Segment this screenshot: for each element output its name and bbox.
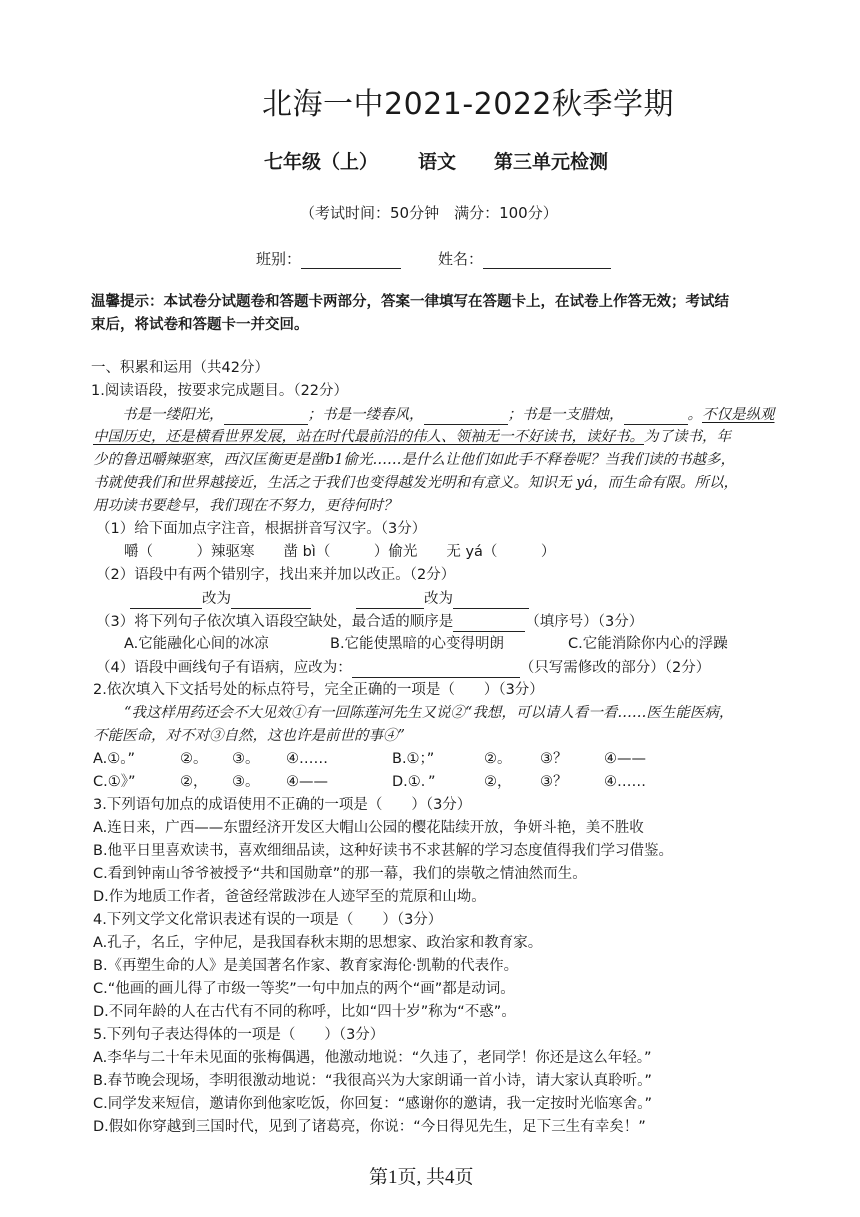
name-label: 姓名：	[438, 250, 484, 268]
q2-option-a-3: ③。	[232, 751, 260, 767]
correct-char-blank	[231, 588, 311, 609]
q1-stem: 1.阅读语段，按要求完成题目。（22分）	[91, 383, 349, 399]
q1-passage-line-1	[122, 404, 775, 425]
q3-option-a: A.连日来，广西——东盟经济开发区大帽山公园的樱花陆续开放，争妍斗艳，美不胜收	[93, 820, 644, 836]
q1-sub1: （1）给下面加点字注音，根据拼音写汉字。（3分）	[96, 521, 427, 537]
q1-sub4	[96, 657, 710, 678]
sub4-tail: （只写需修改的部分）（2分）	[519, 660, 711, 676]
q4-option-c: C.“他画的画儿得了市级一等奖”一句中加点的两个“画”都是动词。	[93, 981, 515, 997]
q1-passage-line-5: 用功读书要趁早，我们现在不努力，更待何时？	[93, 498, 398, 514]
q2-option-a-2: ②。	[180, 751, 208, 767]
q3-option-b: B.他平日里喜欢读书，喜欢细细品读，这种好读书不求甚解的学习态度值得我们学习借鉴。	[93, 843, 674, 859]
class-field	[256, 248, 401, 269]
q5-option-a: A.李华与二十年未见面的张梅偶遇，他激动地说：“久违了，老同学！你还是这么年轻。”	[93, 1050, 652, 1066]
blank-2	[424, 404, 508, 425]
q2-text-1: “我这样用药还会不大见效①有一回陈莲河先生又说②“我想，可以请人看一看……医生能医病，	[124, 705, 734, 721]
unit-test-label: 第三单元检测	[494, 151, 609, 173]
q2-option-c-3: ③。	[232, 774, 260, 790]
q2-option-b-2: ②。	[484, 751, 512, 767]
blank-1	[224, 404, 308, 425]
passage-text: ；书是一缕春风，	[307, 407, 424, 423]
wrong-char-blank	[130, 588, 202, 609]
q1-sub3-option-c: C.它能消除你内心的浮躁	[568, 636, 728, 652]
passage-text: 。	[687, 407, 702, 423]
underlined-sentence: 不仅是纵观	[702, 407, 775, 423]
q2-option-c-2: ②，	[180, 774, 208, 790]
q2-option-a-4: ④……	[286, 751, 328, 767]
q1-sub1-items: 嚼（ ）辣驱寒 凿 bì（ ）偷光 无 yá（ ）	[124, 544, 556, 560]
section-heading: 一、积累和运用（共42分）	[91, 360, 269, 376]
q2-text-2: 不能医命，对不对③自然，这也许是前世的事④”	[93, 728, 405, 744]
notice-line-2: 束后，将试卷和答题卡一并交回。	[91, 317, 309, 333]
q1-sub3	[96, 611, 643, 632]
q1-sub2-answer-2	[356, 588, 529, 609]
change-to-label: 改为	[424, 591, 453, 607]
q2-option-b-3: ③？	[540, 751, 568, 767]
q2-option-d-2: ②，	[484, 774, 512, 790]
q2-option-d-1: D.①．”	[392, 774, 436, 790]
q4-option-a: A.孔子，名丘，字仲尼，是我国春秋末期的思想家、政治家和教育家。	[93, 935, 543, 951]
q1-sub2: （2）语段中有两个错别字，找出来并加以改正。（2分）	[96, 567, 456, 583]
order-blank	[453, 611, 525, 632]
q1-sub3-option-b: B.它能使黑暗的心变得明朗	[330, 636, 505, 652]
exam-title: 北海一中2021-2022秋季学期	[262, 87, 675, 122]
q1-sub3-option-a: A.它能融化心间的冰凉	[124, 636, 269, 652]
name-blank	[483, 248, 611, 269]
q5-option-c: C.同学发来短信，邀请你到他家吃饭，你回复：“感谢你的邀请，我一定按时光临寒舍。”	[93, 1096, 653, 1112]
q2-option-b-1: B.①；”	[392, 751, 435, 767]
correction-blank	[352, 657, 520, 678]
q3-stem: 3.下列语句加点的成语使用不正确的一项是（ ）（3分）	[93, 797, 472, 813]
sub4-text: （4）语段中画线句子有语病，应改为：	[96, 660, 352, 676]
change-to-label: 改为	[202, 591, 231, 607]
q1-sub2-answer-1	[130, 588, 311, 609]
sub3-tail: （填序号）（3分）	[525, 614, 644, 630]
q5-stem: 5.下列句子表达得体的一项是（ ）（3分）	[93, 1027, 385, 1043]
q1-passage-line-3: 少的鲁迅嚼辣驱寒，西汉匡衡更是凿b1偷光……是什么让他们如此手不释卷呢？当我们读的书越多，	[93, 452, 736, 468]
q4-option-d: D.不同年龄的人在古代有不同的称呼，比如“四十岁”称为“不惑”。	[93, 1004, 516, 1020]
q5-option-d: D.假如你穿越到三国时代，见到了诸葛亮，你说：“今日得见先生，足下三生有幸矣！”	[93, 1119, 646, 1135]
q2-stem: 2.依次填入下文括号处的标点符号，完全正确的一项是（ ）（3分）	[93, 682, 544, 698]
q1-passage-line-2	[93, 427, 731, 447]
blank-3	[624, 404, 688, 425]
q2-option-d-4: ④……	[604, 774, 646, 790]
q2-option-d-3: ③？	[540, 774, 568, 790]
exam-info: （考试时间：50分钟 满分：100分）	[300, 204, 558, 222]
page-number: 第1页, 共4页	[369, 1167, 474, 1188]
subject-label: 语文	[418, 151, 457, 173]
grade-label: 七年级（上）	[264, 151, 379, 173]
q1-passage-line-4: 书就使我们和世界越接近，生活之于我们也变得越发光明和有意义。知识无 yá，而生命有限。所以，	[93, 475, 738, 491]
notice-line-1: 温馨提示：本试卷分试题卷和答题卡两部分，答案一律填写在答题卡上，在试卷上作答无效；考试结	[91, 294, 729, 310]
underlined-sentence: 中国历史，还是横看世界发展，站在时代最前沿的伟人、领袖无一不好读书，读好书。	[93, 429, 644, 445]
passage-text: ；书是一支腊烛，	[507, 407, 624, 423]
q3-option-c: C.看到钟南山爷爷被授予“共和国勋章”的那一幕，我们的崇敬之情油然而生。	[93, 866, 587, 882]
q3-option-d: D.作为地质工作者，爸爸经常跋涉在人迹罕至的荒原和山坳。	[93, 889, 486, 905]
q2-option-b-4: ④——	[604, 751, 646, 767]
q5-option-b: B.春节晚会现场，李明很激动地说：“我很高兴为大家朗诵一首小诗，请大家认真聆听。”	[93, 1073, 652, 1089]
passage-text: 为了读书，年	[644, 429, 731, 445]
wrong-char-blank	[356, 588, 424, 609]
q2-option-a-1: A.①。”	[93, 751, 136, 767]
q4-stem: 4.下列文学文化常识表述有误的一项是（ ）（3分）	[93, 912, 443, 928]
passage-text: 书是一缕阳光，	[122, 407, 224, 423]
sub3-text: （3）将下列句子依次填入语段空缺处，最合适的顺序是	[96, 614, 454, 630]
class-label: 班别：	[256, 250, 302, 268]
class-blank	[301, 248, 401, 269]
correct-char-blank	[453, 588, 529, 609]
q2-option-c-1: C.①》”	[93, 774, 136, 790]
q4-option-b: B.《再塑生命的人》是美国著名作家、教育家海伦·凯勒的代表作。	[93, 958, 519, 974]
q2-option-c-4: ④——	[286, 774, 328, 790]
name-field	[438, 248, 611, 269]
